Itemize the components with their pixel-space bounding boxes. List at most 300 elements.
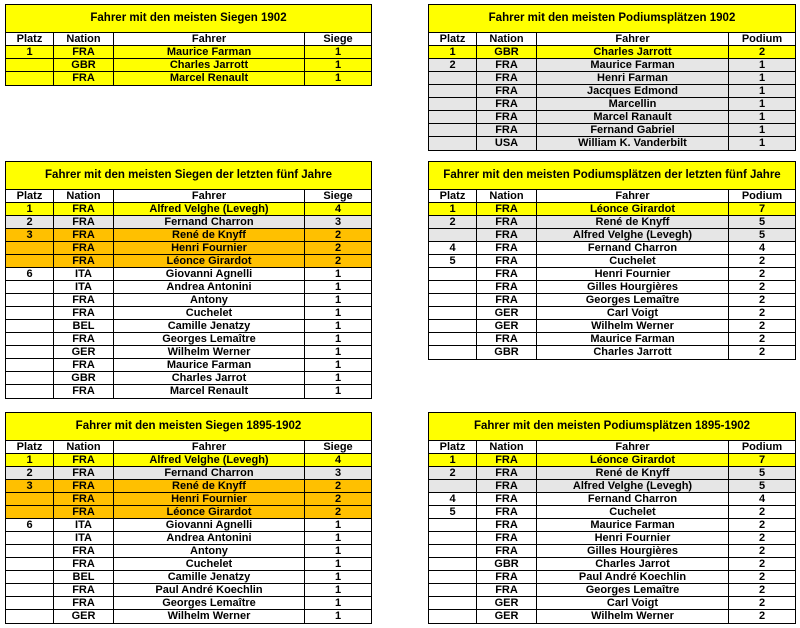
- table-row: [429, 46, 795, 59]
- header-fahrer: Fahrer: [114, 441, 305, 453]
- table-row: [429, 346, 795, 359]
- cell-wert: 2: [758, 307, 766, 319]
- cell-platz: [6, 385, 54, 398]
- cell-platz: 5: [429, 255, 477, 267]
- table-row: [429, 98, 795, 111]
- cell-nation: BEL: [54, 320, 114, 332]
- cell-platz: [6, 333, 54, 345]
- table-siege-1895-1902: [5, 412, 372, 624]
- cell-nation: ITA: [54, 519, 114, 531]
- cell-fahrer: René de Knyff: [537, 216, 729, 228]
- cell-platz: [429, 333, 477, 345]
- cell-nation: FRA: [477, 532, 537, 544]
- cell-fahrer: Paul André Koechlin: [537, 571, 729, 583]
- header-platz: Platz: [429, 441, 477, 453]
- cell-fahrer: Alfred Velghe (Levegh): [114, 203, 305, 215]
- cell-platz: [6, 281, 54, 293]
- table-row: [6, 558, 371, 571]
- cell-fahrer: Alfred Velghe (Levegh): [114, 454, 305, 466]
- cell-nation: FRA: [54, 242, 114, 254]
- cell-platz: [429, 346, 477, 359]
- cell-nation: FRA: [477, 571, 537, 583]
- cell-fahrer: Cuchelet: [537, 255, 729, 267]
- table-row: [6, 242, 371, 255]
- cell-fahrer: Wilhelm Werner: [537, 320, 729, 332]
- cell-nation: FRA: [54, 294, 114, 306]
- table-row: [429, 610, 795, 623]
- cell-fahrer: Paul André Koechlin: [114, 584, 305, 596]
- table-row: [6, 532, 371, 545]
- cell-platz: 5: [429, 506, 477, 518]
- cell-fahrer: Léonce Girardot: [537, 454, 729, 466]
- table-row: [429, 320, 795, 333]
- cell-wert: 2: [334, 255, 342, 267]
- table-title: Fahrer mit den meisten Podiumsplätzen 1895-1902: [429, 413, 795, 441]
- table-row: [429, 203, 795, 216]
- cell-nation: FRA: [477, 268, 537, 280]
- cell-fahrer: Marcel Ranault: [537, 111, 729, 123]
- cell-wert: 2: [758, 255, 766, 267]
- cell-nation: FRA: [477, 281, 537, 293]
- header-wert: Podium: [741, 190, 783, 202]
- cell-fahrer: Alfred Velghe (Levegh): [537, 229, 729, 241]
- table-row: [6, 229, 371, 242]
- table-header-row: [429, 190, 795, 203]
- header-nation: Nation: [54, 441, 114, 453]
- cell-wert: 2: [758, 597, 766, 609]
- cell-fahrer: Henri Fournier: [114, 493, 305, 505]
- cell-platz: 1: [6, 454, 54, 466]
- cell-platz: [429, 98, 477, 110]
- cell-platz: [429, 85, 477, 97]
- table-header-row: [6, 33, 371, 46]
- table-row: [6, 59, 371, 72]
- cell-wert: 1: [334, 584, 342, 596]
- table-row: [429, 307, 795, 320]
- cell-fahrer: Maurice Farman: [114, 46, 305, 58]
- table-row: [429, 506, 795, 519]
- cell-nation: FRA: [477, 519, 537, 531]
- cell-platz: [429, 571, 477, 583]
- cell-wert: 2: [758, 268, 766, 280]
- cell-platz: 4: [429, 242, 477, 254]
- table-row: [429, 467, 795, 480]
- cell-fahrer: Léonce Girardot: [537, 203, 729, 215]
- cell-wert: 2: [758, 545, 766, 557]
- table-row: [6, 584, 371, 597]
- cell-fahrer: Carl Voigt: [537, 597, 729, 609]
- cell-platz: [6, 532, 54, 544]
- cell-fahrer: Georges Lemaître: [114, 333, 305, 345]
- cell-nation: FRA: [54, 216, 114, 228]
- table-row: [6, 545, 371, 558]
- table-row: [6, 255, 371, 268]
- cell-platz: [429, 558, 477, 570]
- cell-fahrer: Antony: [114, 294, 305, 306]
- table-row: [6, 467, 371, 480]
- cell-fahrer: Maurice Farman: [537, 333, 729, 345]
- cell-nation: FRA: [54, 467, 114, 479]
- table-row: [6, 454, 371, 467]
- cell-fahrer: Marcel Renault: [114, 72, 305, 85]
- cell-fahrer: Wilhelm Werner: [537, 610, 729, 623]
- cell-nation: FRA: [477, 72, 537, 84]
- cell-nation: FRA: [54, 72, 114, 85]
- header-nation: Nation: [477, 33, 537, 45]
- cell-fahrer: Camille Jenatzy: [114, 320, 305, 332]
- cell-platz: [429, 268, 477, 280]
- cell-nation: FRA: [477, 467, 537, 479]
- table-row: [429, 268, 795, 281]
- cell-platz: [6, 346, 54, 358]
- cell-nation: FRA: [54, 506, 114, 518]
- cell-nation: FRA: [477, 111, 537, 123]
- cell-fahrer: Maurice Farman: [537, 59, 729, 71]
- table-row: [6, 597, 371, 610]
- cell-platz: [6, 294, 54, 306]
- cell-platz: [429, 584, 477, 596]
- table-podium-1895-1902: [428, 412, 796, 624]
- cell-wert: 1: [334, 359, 342, 371]
- cell-nation: FRA: [54, 558, 114, 570]
- table-row: [6, 281, 371, 294]
- cell-wert: 4: [758, 493, 766, 505]
- header-fahrer: Fahrer: [537, 190, 729, 202]
- cell-nation: FRA: [477, 493, 537, 505]
- header-platz: Platz: [6, 33, 54, 45]
- cell-fahrer: Henri Farman: [537, 72, 729, 84]
- table-row: [6, 372, 371, 385]
- cell-nation: ITA: [54, 281, 114, 293]
- cell-wert: 1: [334, 545, 342, 557]
- cell-nation: GER: [54, 346, 114, 358]
- cell-wert: 7: [758, 454, 766, 466]
- cell-wert: 1: [334, 558, 342, 570]
- table-podium-1902: [428, 4, 796, 151]
- cell-nation: GER: [477, 597, 537, 609]
- cell-nation: GER: [477, 610, 537, 623]
- cell-wert: 1: [334, 519, 342, 531]
- table-row: [429, 545, 795, 558]
- table-row: [6, 72, 371, 85]
- cell-wert: 1: [334, 46, 342, 58]
- table-row: [6, 506, 371, 519]
- table-row: [6, 268, 371, 281]
- cell-fahrer: Charles Jarrott: [537, 346, 729, 359]
- cell-fahrer: Fernand Charron: [114, 467, 305, 479]
- cell-fahrer: Léonce Girardot: [114, 255, 305, 267]
- cell-wert: 1: [334, 320, 342, 332]
- table-row: [429, 111, 795, 124]
- cell-nation: GBR: [477, 558, 537, 570]
- cell-fahrer: Fernand Charron: [537, 242, 729, 254]
- cell-nation: FRA: [477, 584, 537, 596]
- cell-platz: [429, 111, 477, 123]
- cell-fahrer: Maurice Farman: [537, 519, 729, 531]
- cell-platz: 6: [6, 519, 54, 531]
- cell-nation: FRA: [54, 255, 114, 267]
- cell-wert: 1: [334, 372, 342, 384]
- table-row: [6, 346, 371, 359]
- table-siege-5-jahre: [5, 161, 372, 399]
- table-row: [6, 571, 371, 584]
- table-body: [429, 190, 795, 359]
- cell-nation: FRA: [477, 124, 537, 136]
- header-nation: Nation: [54, 190, 114, 202]
- header-wert: Siege: [323, 33, 353, 45]
- cell-platz: [429, 519, 477, 531]
- cell-nation: FRA: [54, 454, 114, 466]
- table-siege-1902: [5, 4, 372, 86]
- table-row: [6, 216, 371, 229]
- table-row: [6, 307, 371, 320]
- cell-wert: 2: [758, 519, 766, 531]
- cell-platz: 4: [429, 493, 477, 505]
- cell-nation: GBR: [477, 346, 537, 359]
- table-header-row: [6, 441, 371, 454]
- cell-wert: 7: [758, 203, 766, 215]
- cell-wert: 1: [334, 333, 342, 345]
- cell-wert: 1: [334, 59, 342, 71]
- cell-fahrer: Wilhelm Werner: [114, 346, 305, 358]
- cell-nation: FRA: [54, 359, 114, 371]
- cell-wert: 2: [334, 493, 342, 505]
- cell-fahrer: Maurice Farman: [114, 359, 305, 371]
- cell-platz: 6: [6, 268, 54, 280]
- cell-nation: ITA: [54, 532, 114, 544]
- cell-fahrer: Cuchelet: [537, 506, 729, 518]
- cell-platz: 3: [6, 229, 54, 241]
- cell-platz: 1: [6, 46, 54, 58]
- cell-platz: 1: [429, 454, 477, 466]
- cell-nation: FRA: [477, 333, 537, 345]
- table-row: [429, 294, 795, 307]
- table-row: [6, 294, 371, 307]
- cell-wert: 1: [334, 72, 342, 84]
- cell-platz: [429, 545, 477, 557]
- table-row: [429, 454, 795, 467]
- cell-wert: 1: [334, 597, 342, 609]
- table-row: [6, 359, 371, 372]
- header-platz: Platz: [429, 190, 477, 202]
- cell-wert: 1: [334, 571, 342, 583]
- cell-platz: [6, 571, 54, 583]
- cell-nation: FRA: [54, 307, 114, 319]
- table-body: [6, 33, 371, 85]
- cell-wert: 2: [758, 333, 766, 345]
- cell-wert: 4: [334, 454, 342, 466]
- cell-nation: FRA: [477, 242, 537, 254]
- cell-wert: 1: [758, 98, 766, 110]
- header-platz: Platz: [6, 190, 54, 202]
- table-row: [429, 59, 795, 72]
- table-row: [429, 229, 795, 242]
- cell-platz: 1: [429, 46, 477, 58]
- header-wert: Podium: [741, 33, 783, 45]
- cell-platz: [6, 610, 54, 623]
- table-row: [6, 385, 371, 398]
- cell-wert: 5: [758, 229, 766, 241]
- cell-platz: [6, 558, 54, 570]
- cell-platz: [429, 137, 477, 150]
- cell-fahrer: Henri Fournier: [537, 268, 729, 280]
- cell-wert: 1: [758, 137, 766, 149]
- cell-wert: 3: [334, 467, 342, 479]
- cell-nation: FRA: [477, 59, 537, 71]
- table-title: Fahrer mit den meisten Siegen 1895-1902: [6, 413, 371, 441]
- cell-wert: 4: [334, 203, 342, 215]
- cell-nation: FRA: [54, 203, 114, 215]
- cell-fahrer: Cuchelet: [114, 307, 305, 319]
- cell-platz: [6, 506, 54, 518]
- cell-fahrer: Fernand Charron: [537, 493, 729, 505]
- table-row: [6, 333, 371, 346]
- cell-wert: 2: [758, 558, 766, 570]
- cell-wert: 5: [758, 480, 766, 492]
- header-nation: Nation: [477, 441, 537, 453]
- cell-platz: 1: [6, 203, 54, 215]
- cell-platz: [6, 545, 54, 557]
- table-row: [429, 571, 795, 584]
- cell-platz: [6, 255, 54, 267]
- cell-nation: FRA: [54, 385, 114, 398]
- cell-nation: FRA: [54, 229, 114, 241]
- cell-wert: 2: [758, 346, 766, 358]
- cell-wert: 4: [758, 242, 766, 254]
- cell-nation: FRA: [477, 480, 537, 492]
- cell-nation: BEL: [54, 571, 114, 583]
- cell-platz: [429, 532, 477, 544]
- cell-fahrer: Gilles Hourgières: [537, 281, 729, 293]
- cell-nation: FRA: [54, 493, 114, 505]
- table-row: [429, 333, 795, 346]
- header-wert: Siege: [323, 441, 353, 453]
- cell-nation: USA: [477, 137, 537, 150]
- cell-fahrer: Carl Voigt: [537, 307, 729, 319]
- cell-fahrer: Alfred Velghe (Levegh): [537, 480, 729, 492]
- cell-fahrer: Giovanni Agnelli: [114, 519, 305, 531]
- table-body: [6, 441, 371, 623]
- cell-fahrer: Andrea Antonini: [114, 281, 305, 293]
- cell-platz: [6, 597, 54, 609]
- cell-platz: 2: [6, 216, 54, 228]
- cell-nation: FRA: [477, 506, 537, 518]
- header-fahrer: Fahrer: [537, 33, 729, 45]
- cell-wert: 1: [334, 294, 342, 306]
- cell-wert: 1: [334, 268, 342, 280]
- table-title: Fahrer mit den meisten Podiumsplätzen der letzten fünf Jahre: [429, 162, 795, 190]
- cell-platz: 1: [429, 203, 477, 215]
- cell-platz: 2: [429, 467, 477, 479]
- cell-wert: 1: [334, 610, 342, 622]
- cell-platz: [6, 59, 54, 71]
- cell-platz: 2: [6, 467, 54, 479]
- table-body: [429, 441, 795, 623]
- cell-wert: 1: [334, 281, 342, 293]
- table-row: [429, 584, 795, 597]
- table-row: [6, 493, 371, 506]
- cell-platz: [6, 493, 54, 505]
- cell-nation: ITA: [54, 268, 114, 280]
- cell-platz: [6, 72, 54, 85]
- table-row: [6, 46, 371, 59]
- cell-fahrer: Fernand Gabriel: [537, 124, 729, 136]
- cell-nation: FRA: [54, 597, 114, 609]
- cell-platz: [6, 320, 54, 332]
- header-nation: Nation: [54, 33, 114, 45]
- cell-nation: FRA: [477, 545, 537, 557]
- header-fahrer: Fahrer: [114, 190, 305, 202]
- table-row: [429, 72, 795, 85]
- cell-wert: 2: [334, 506, 342, 518]
- table-header-row: [429, 33, 795, 46]
- cell-fahrer: Georges Lemaître: [114, 597, 305, 609]
- cell-nation: FRA: [54, 46, 114, 58]
- cell-nation: FRA: [54, 584, 114, 596]
- cell-fahrer: Charles Jarrott: [114, 59, 305, 71]
- cell-wert: 2: [758, 320, 766, 332]
- cell-platz: [429, 281, 477, 293]
- cell-fahrer: Jacques Edmond: [537, 85, 729, 97]
- table-row: [429, 216, 795, 229]
- table-row: [429, 558, 795, 571]
- table-header-row: [429, 441, 795, 454]
- table-row: [6, 519, 371, 532]
- cell-fahrer: William K. Vanderbilt: [537, 137, 729, 150]
- table-row: [429, 137, 795, 150]
- header-fahrer: Fahrer: [537, 441, 729, 453]
- header-fahrer: Fahrer: [114, 33, 305, 45]
- table-row: [429, 85, 795, 98]
- cell-fahrer: Andrea Antonini: [114, 532, 305, 544]
- cell-fahrer: Antony: [114, 545, 305, 557]
- cell-platz: [429, 610, 477, 623]
- cell-fahrer: Henri Fournier: [537, 532, 729, 544]
- cell-nation: FRA: [477, 216, 537, 228]
- cell-wert: 2: [758, 281, 766, 293]
- table-row: [429, 480, 795, 493]
- table-row: [429, 242, 795, 255]
- cell-wert: 5: [758, 216, 766, 228]
- cell-wert: 2: [758, 294, 766, 306]
- table-row: [429, 281, 795, 294]
- cell-platz: [429, 320, 477, 332]
- table-row: [429, 124, 795, 137]
- cell-wert: 2: [758, 584, 766, 596]
- cell-wert: 1: [758, 124, 766, 136]
- table-row: [429, 255, 795, 268]
- cell-nation: FRA: [477, 229, 537, 241]
- cell-fahrer: René de Knyff: [114, 229, 305, 241]
- cell-fahrer: Fernand Charron: [114, 216, 305, 228]
- cell-platz: 3: [6, 480, 54, 492]
- header-nation: Nation: [477, 190, 537, 202]
- cell-fahrer: Camille Jenatzy: [114, 571, 305, 583]
- cell-platz: [6, 307, 54, 319]
- cell-wert: 3: [334, 216, 342, 228]
- cell-nation: FRA: [477, 85, 537, 97]
- table-title: Fahrer mit den meisten Podiumsplätzen 1902: [429, 5, 795, 33]
- cell-wert: 2: [334, 229, 342, 241]
- table-row: [429, 532, 795, 545]
- cell-wert: 2: [758, 610, 766, 622]
- cell-platz: [429, 597, 477, 609]
- cell-fahrer: Giovanni Agnelli: [114, 268, 305, 280]
- cell-nation: FRA: [477, 203, 537, 215]
- cell-fahrer: Georges Lemaître: [537, 584, 729, 596]
- cell-nation: FRA: [54, 333, 114, 345]
- cell-fahrer: Charles Jarrot: [537, 558, 729, 570]
